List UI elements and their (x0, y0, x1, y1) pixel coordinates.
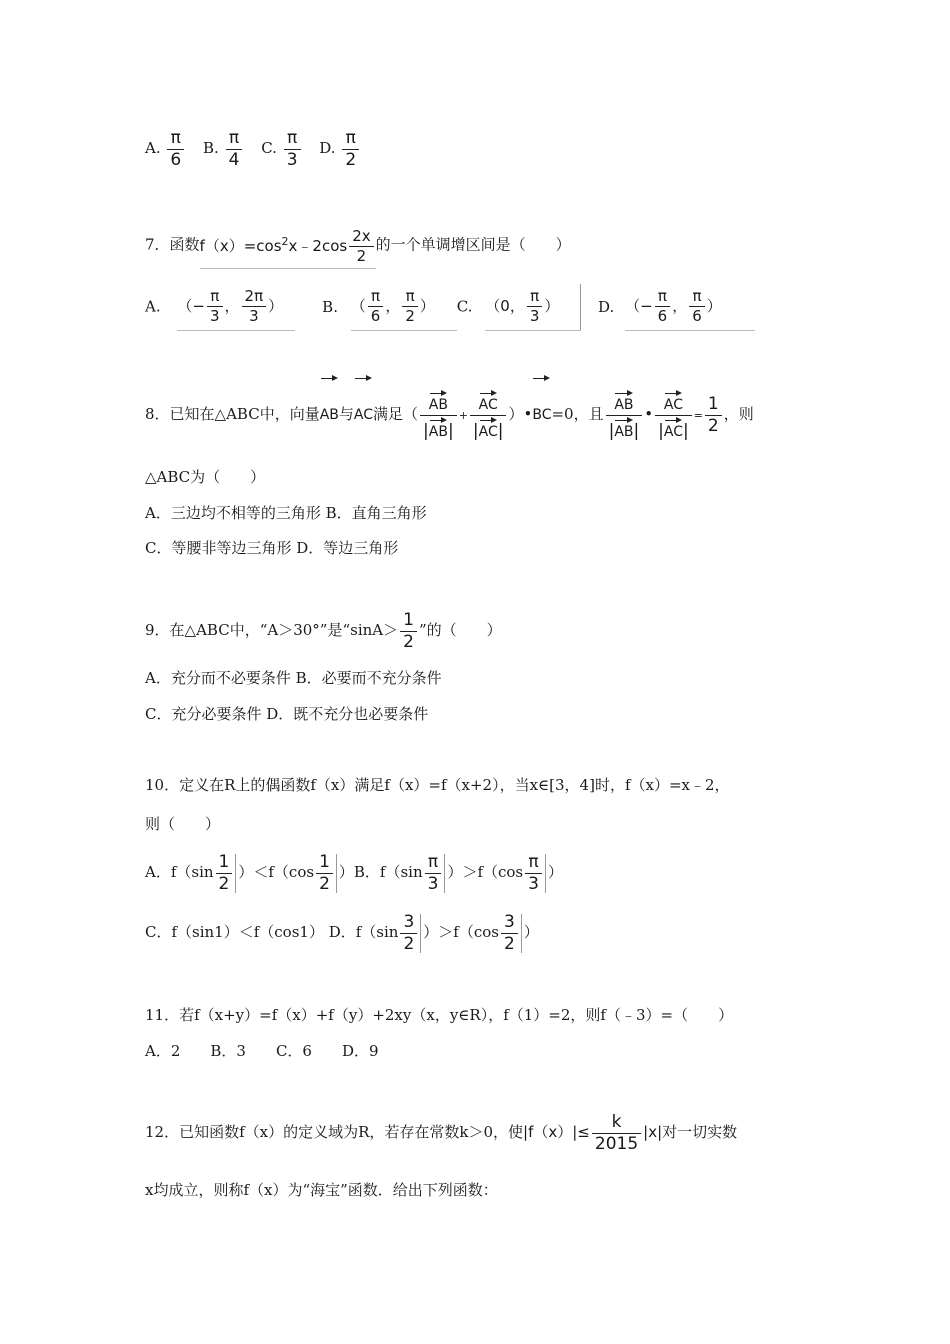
q7-option-a-label: A. (145, 297, 161, 316)
q10-a-fraction-2: $\frac{1}{2}$ (316, 854, 337, 893)
q8-unit-vector-ac-2: $\frac{AC}{|AC|}$ (655, 391, 692, 440)
q12-stem-line2: x均成立，则称f（x）为“海宝”函数．给出下列函数： (145, 1181, 498, 1199)
q10-stem-line1: 10．定义在R上的偶函数f（x）满足f（x）=f（x+2），当x∈[3，4]时，f（x）=x﹣2， (145, 776, 730, 794)
q12-k-fraction: $\frac{k}{2015}$ (592, 1114, 641, 1153)
q6-option-c-label: C. (261, 139, 277, 157)
q10-b-fraction-1: $\frac{\pi}{3}$ (425, 854, 446, 893)
q6-option-b-fraction: $\frac{\pi}{4}$ (226, 130, 243, 169)
q7-option-d-label: D. (598, 297, 615, 316)
q7-function-expression: $f(x)=\cos^2x﹣2\cos$ $\frac{2x}{2}$ (200, 222, 376, 269)
q7-options (145, 284, 755, 331)
q10-d-fraction-2: $\frac{3}{2}$ (501, 914, 522, 953)
q7-option-d-interval: （− $\frac{\pi}{6}$ ， $\frac{\pi}{6}$ ） (625, 284, 755, 331)
q10-a-fraction-1: $\frac{1}{2}$ (216, 854, 237, 893)
q6-option-d-label: D. (319, 139, 336, 157)
q9-half-fraction: $\frac{1}{2}$ (400, 612, 417, 651)
q7-option-c-label: C. (456, 297, 473, 316)
q7-option-b-interval: （ $\frac{\pi}{6}$ ， $\frac{\pi}{2}$ ） (351, 284, 457, 331)
q10-options-ab: A．f（sin $\frac{1}{2}$ ）＜f（cos $\frac{1}{2}$ ）B．f（sin $\frac{\pi}{3}$ ）＞f（cos $\frac{\pi}{3}$ ） (145, 851, 563, 894)
q7-option-b-label: B. (322, 297, 338, 316)
q8-stem-line2: △ABC为（ ） (145, 468, 266, 486)
q8-options-ab: A．三边均不相等的三角形 B．直角三角形 (145, 504, 427, 522)
q8-half-fraction: $\frac{1}{2}$ (705, 396, 722, 435)
q11-stem: 11．若f（x+y）=f（x）+f（y）+2xy（x，y∈R），f（1）=2，则f（﹣3）=（ ） (145, 1006, 734, 1024)
vector-bc: BC (532, 376, 551, 447)
q10-b-fraction-2: $\frac{\pi}{3}$ (525, 854, 546, 893)
vector-ac: AC (354, 376, 373, 447)
q8-unit-vector-ab-2: $\frac{AB}{|AB|}$ (606, 391, 643, 440)
q8-unit-vector-ac: $\frac{AC}{|AC|}$ (470, 391, 507, 440)
q6-option-c-fraction: $\frac{\pi}{3}$ (284, 130, 301, 169)
vector-ab: AB (320, 376, 339, 447)
q7-stem: 7．函数$f(x)=\cos^2x﹣2\cos$ $\frac{2x}{2}$ 的一个单调增区间是（ ） (145, 222, 571, 269)
q8-unit-vector-ab: $\frac{AB}{|AB|}$ (420, 391, 457, 440)
q7-option-a-interval: （− $\frac{\pi}{3}$ ， $\frac{2\pi}{3}$ ） (177, 284, 295, 331)
q6-option-a-fraction: $\frac{\pi}{6}$ (167, 130, 184, 169)
q10-options-cd: C．f（sin1）＜f（cos1） D．f（sin $\frac{3}{2}$ ）＞f（cos $\frac{3}{2}$ ） (145, 911, 539, 954)
q6-option-b-label: B. (203, 139, 219, 157)
q9-options-cd: C．充分必要条件 D．既不充分也必要条件 (145, 705, 429, 723)
q6-option-a-label: A. (145, 139, 161, 157)
q10-stem-line2: 则（ ） (145, 815, 221, 833)
q6-options (145, 128, 361, 169)
q9-options-ab: A．充分而不必要条件 B．必要而不充分条件 (145, 669, 442, 687)
q9-stem: 9．在△ABC中，“A＞30°”是“sinA＞ $\frac{1}{2}$ ”的（ ） (145, 609, 502, 652)
q6-option-d-fraction: $\frac{\pi}{2}$ (342, 130, 359, 169)
q7-option-c-interval: （0， $\frac{\pi}{3}$ ） (485, 284, 581, 331)
q11-options: A．2 B．3 C．6 D．9 (145, 1042, 379, 1060)
q10-d-fraction-1: $\frac{3}{2}$ (400, 914, 421, 953)
q12-stem: 12．已知函数f（x）的定义域为R，若存在常数k＞0，使|f（x）|≤ $\frac{k}{2015}$ |x|对一切实数 (145, 1111, 738, 1154)
q8-stem: 8．已知在△ABC中，向量AB与AC满足（ $\frac{AB}{|AB|}$ + $\frac{AC}{|AC|}$ ）•BC=0，且 $\frac{AB}{|AB|}$ • $\frac{AC}{|AC|}$ = $\frac{1}{2}$ ，则 (145, 376, 754, 448)
q8-options-cd: C．等腰非等边三角形 D．等边三角形 (145, 539, 399, 557)
